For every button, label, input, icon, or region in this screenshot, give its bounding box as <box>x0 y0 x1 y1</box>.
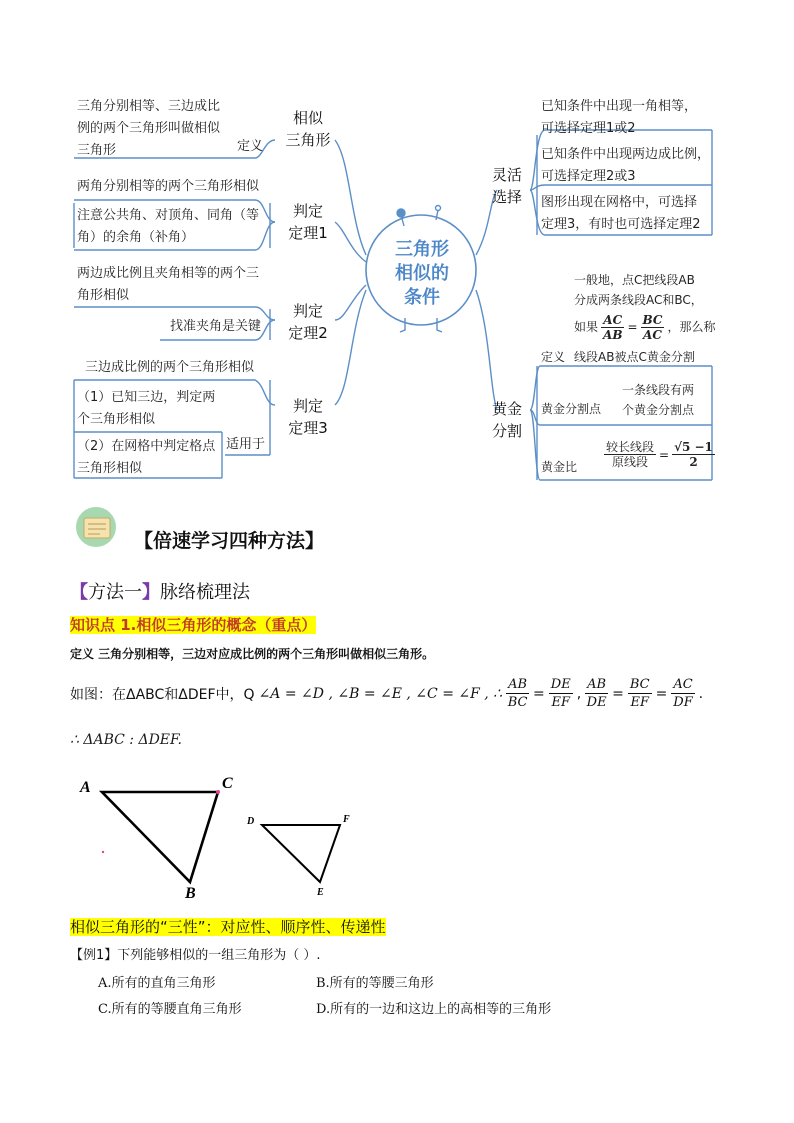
frac-den: EF <box>630 695 649 710</box>
node-line: 判定 <box>292 202 323 220</box>
example-1: 【例1】下列能够相似的一组三角形为（ ）. <box>70 948 321 963</box>
frac-num: AC <box>673 677 693 692</box>
similar-def-label: 定义 <box>237 139 264 154</box>
method-title <box>70 578 250 604</box>
node-line: 三角形 <box>285 131 331 149</box>
frac-den: EF <box>551 695 570 710</box>
similar-def-text <box>77 96 220 162</box>
text-segment: 如果 <box>574 320 599 334</box>
theorem3-apply-label: 适用于 <box>226 437 266 452</box>
theorem3-case2 <box>77 436 215 480</box>
knowledge-point-text: 知识点 1.相似三角形的概念（重点） <box>70 616 317 634</box>
flexible-item-3 <box>541 192 701 236</box>
triangles-figure <box>70 770 370 910</box>
node-line: 选择 <box>491 188 522 206</box>
frac-num: √5 −1 <box>674 440 713 454</box>
center-line-3: 条件 <box>404 287 440 308</box>
text-line: （2）在网格中判定格点 <box>77 439 216 454</box>
text-line: 个黄金分割点 <box>622 403 695 417</box>
node-theorem2 <box>283 300 333 344</box>
theorem3-statement: 三边成比例的两个三角形相似 <box>85 360 255 375</box>
label-C: C <box>222 775 233 792</box>
golden-frac-b <box>641 313 665 342</box>
text-line: 已知条件中出现一角相等， <box>541 99 698 114</box>
node-line: 定理3 <box>288 419 328 437</box>
text-line: 角形相似 <box>77 288 130 303</box>
frac-num: AB <box>587 677 607 692</box>
text-segment: ，那么称 <box>667 320 716 334</box>
text-line: 可选择定理1或2 <box>541 121 636 136</box>
ratio-frac <box>506 676 529 711</box>
ratio-frac <box>671 676 694 711</box>
frac-den: DE <box>586 695 607 710</box>
example-intro-line <box>70 676 703 711</box>
golden-ratio-label: 黄金比 <box>541 460 578 474</box>
text-line: 可选择定理2或3 <box>541 169 636 184</box>
golden-def-line-1: 一般地，点C把线段AB <box>574 273 695 287</box>
text-line: 图形出现在网格中，可选择 <box>541 195 698 210</box>
node-line: 相似 <box>292 109 323 127</box>
example-intro-text: 如图：在ΔABC和ΔDEF中，Q <box>70 686 255 703</box>
notebook-icon <box>74 505 122 547</box>
label-D: D <box>247 816 255 827</box>
node-line: 黄金 <box>491 400 522 418</box>
golden-ratio-frac <box>604 440 656 469</box>
theorem2-statement <box>77 263 259 307</box>
node-line: 判定 <box>292 397 323 415</box>
definition-line: 定义 三角分别相等，三边对应成比例的两个三角形叫做相似三角形。 <box>70 647 435 661</box>
bracket-close: 】 <box>142 582 160 603</box>
center-line-2: 相似的 <box>395 263 449 284</box>
text-line: （1）已知三边，判定两 <box>77 390 216 405</box>
theorem1-note <box>77 205 259 249</box>
period: . <box>698 685 704 702</box>
text-line: 一条线段有两 <box>622 383 695 397</box>
frac-den: BC <box>507 695 528 710</box>
equals-sign: = <box>659 447 670 462</box>
theorem2-note: 找准夹角是关键 <box>170 319 262 334</box>
frac-num: AB <box>508 677 528 692</box>
method-label: 方法一 <box>88 582 142 603</box>
text-line: 个三角形相似 <box>77 412 156 427</box>
text-line: 例的两个三角形叫做相似 <box>77 121 221 136</box>
knowledge-point-title <box>70 614 316 635</box>
golden-point-text <box>622 380 694 420</box>
equals-sign: = <box>655 685 668 702</box>
frac-num: DE <box>550 677 571 692</box>
three-properties-text: 相似三角形的“三性”：对应性、顺序性、传递性 <box>70 918 386 936</box>
theorem3-case1 <box>77 387 215 431</box>
label-A: A <box>80 779 91 796</box>
ratio-frac <box>628 676 652 711</box>
angle-equalities: ∠A = ∠D , ∠B = ∠E , ∠C = ∠F , ∴ <box>258 685 503 702</box>
method-name: 脉络梳理法 <box>160 582 250 603</box>
option-c[interactable]: C.所有的等腰直角三角形 <box>98 1002 242 1017</box>
golden-def-line-3 <box>574 312 715 342</box>
bracket-open: 【 <box>70 582 88 603</box>
golden-frac-a <box>601 313 624 342</box>
option-a[interactable]: A.所有的直角三角形 <box>98 976 216 991</box>
frac-num: BC <box>642 312 663 327</box>
equals-sign: = <box>612 685 624 702</box>
node-golden <box>486 398 528 442</box>
text-line: 定理3，有时也可选择定理2 <box>541 217 701 232</box>
frac-num: AC <box>603 312 623 327</box>
flexible-item-1 <box>541 96 697 140</box>
section-title: 【倍速学习四种方法】 <box>134 530 325 552</box>
golden-def-label: 定义 <box>541 350 566 364</box>
text-line: 注意公共角、对顶角、同角（等 <box>77 208 260 223</box>
frac-den: AC <box>643 327 662 342</box>
golden-ratio-value <box>672 440 715 469</box>
text-line: 三角形 <box>77 143 117 158</box>
text-line: 三角形相似 <box>77 461 143 476</box>
option-d[interactable]: D.所有的一边和这边上的高相等的三角形 <box>316 1002 552 1017</box>
conclusion-line: ∴ ΔABC : ΔDEF. <box>70 732 182 748</box>
ratio-frac <box>549 676 573 711</box>
option-b[interactable]: B.所有的等腰三角形 <box>316 976 434 991</box>
flexible-item-2 <box>541 144 710 188</box>
node-line: 定理1 <box>288 224 328 242</box>
text-line: 三角分别相等、三边成比 <box>77 99 221 114</box>
frac-den: DF <box>673 695 693 710</box>
label-E: E <box>317 887 324 898</box>
frac-den: 2 <box>689 455 698 469</box>
golden-ratio-expr <box>604 440 715 469</box>
frac-num: BC <box>629 677 650 692</box>
node-flexible <box>486 164 528 208</box>
frac-num: 较长线段 <box>606 440 655 454</box>
label-F: F <box>343 814 350 825</box>
frac-den: AB <box>603 327 623 342</box>
frac-den: 原线段 <box>612 455 649 469</box>
text-line: 两边成比例且夹角相等的两个三 <box>77 266 260 281</box>
node-line: 灵活 <box>491 166 522 184</box>
center-line-1: 三角形 <box>395 239 449 260</box>
comma: , <box>576 685 582 702</box>
node-theorem3 <box>283 395 333 439</box>
ratio-frac <box>585 676 608 711</box>
node-theorem1 <box>283 200 333 244</box>
golden-point-label: 黄金分割点 <box>541 402 602 416</box>
node-line: 判定 <box>292 302 323 320</box>
equals-sign: = <box>627 320 638 334</box>
equals-sign: = <box>533 685 545 702</box>
mindmap-center <box>380 238 464 310</box>
node-line: 定理2 <box>288 324 328 342</box>
theorem1-statement: 两角分别相等的两个三角形相似 <box>77 179 260 194</box>
three-properties <box>70 916 386 937</box>
node-similar-triangles <box>283 107 333 151</box>
golden-def-line-2: 分成两条线段AC和BC， <box>574 293 703 307</box>
golden-def-line-5: 线段AB被点C黄金分割 <box>574 350 695 364</box>
node-line: 分割 <box>491 422 522 440</box>
label-B: B <box>185 885 196 902</box>
text-line: 角）的余角（补角） <box>77 230 195 245</box>
text-line: 已知条件中出现两边成比例， <box>541 147 711 162</box>
